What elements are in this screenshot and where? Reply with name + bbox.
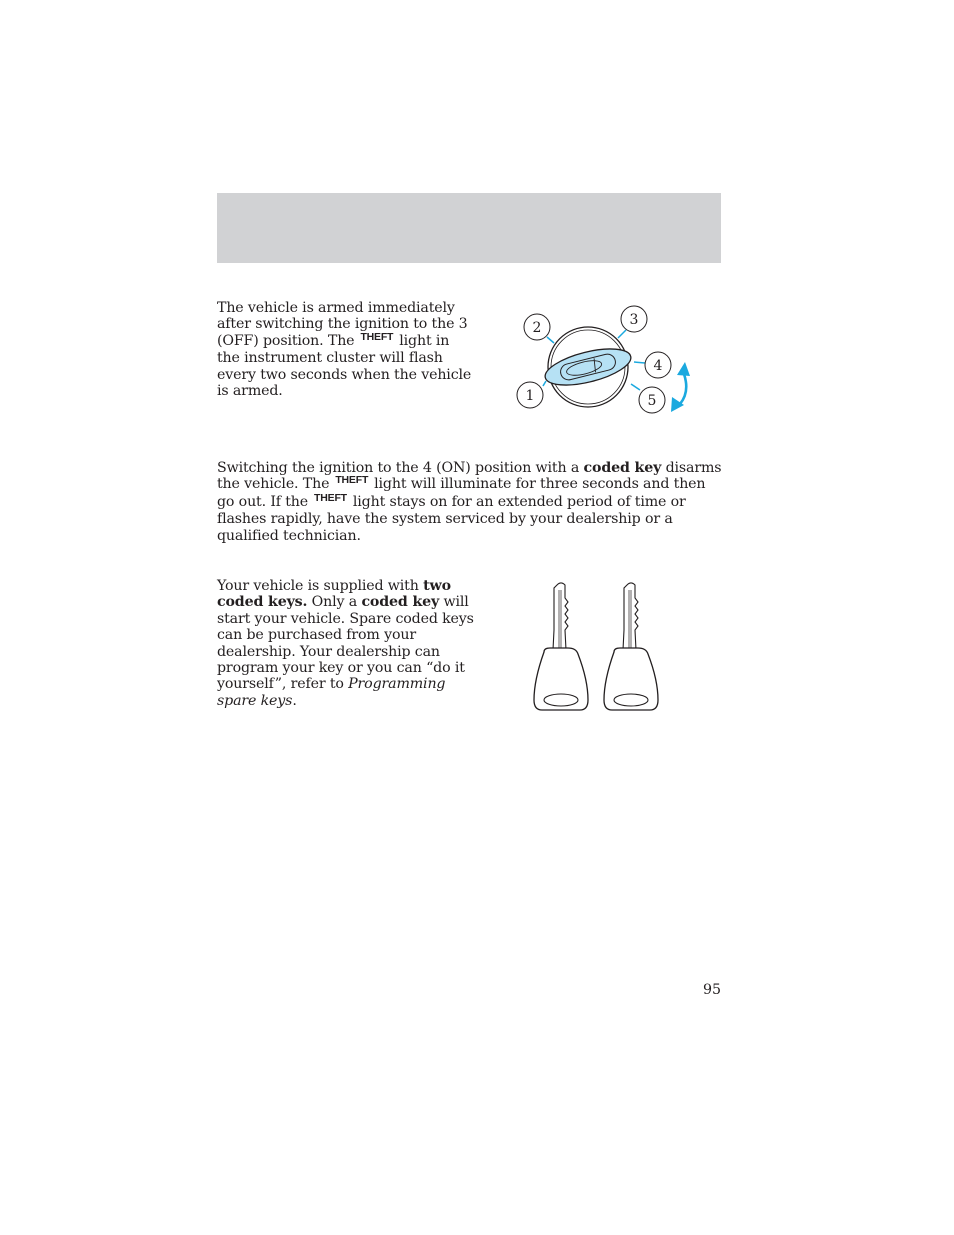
svg-text:3: 3	[629, 312, 639, 328]
svg-text:4: 4	[653, 358, 663, 374]
text-line: yourself”, refer to Programming	[217, 676, 446, 693]
rotation-arrow-icon	[680, 374, 686, 404]
armed-paragraph	[217, 300, 477, 399]
theft-indicator-label: THEFT	[360, 330, 394, 343]
text-line: Your vehicle is supplied with two	[217, 578, 451, 594]
text-line: Switching the ignition to the 4 (ON) position with a coded key disarms	[217, 460, 722, 476]
callout-1	[517, 382, 543, 408]
key-icon	[534, 583, 588, 710]
callout-3	[621, 306, 647, 332]
ignition-switch-diagram	[514, 302, 694, 417]
text-line: after switching the ignition to the 3	[217, 316, 468, 333]
text-line: qualified technician.	[217, 527, 361, 544]
text-line: go out. If the $^{THEFT}$ light stays on for an extended period of time or	[217, 491, 686, 510]
section-header-band	[217, 193, 721, 263]
theft-indicator-label: THEFT	[314, 491, 347, 504]
disarm-paragraph	[217, 460, 727, 544]
key-icon	[604, 583, 658, 710]
leader-line	[618, 330, 626, 338]
text-line: is armed.	[217, 383, 283, 400]
leader-line	[634, 362, 645, 363]
text-line: the vehicle. The $^{THEFT}$ light will illuminate for three seconds and then	[217, 474, 706, 493]
coded-keys-illustration	[530, 580, 670, 715]
text-line: The vehicle is armed immediately	[217, 300, 455, 316]
text-line: every two seconds when the vehicle	[217, 366, 472, 383]
coded-keys-paragraph	[217, 578, 479, 709]
callout-2	[524, 314, 550, 340]
text-line: flashes rapidly, have the system serviced by your dealership or a	[217, 511, 673, 528]
theft-indicator-label: THEFT	[335, 474, 369, 487]
text-line: dealership. Your dealership can	[217, 643, 440, 660]
callout-5	[639, 387, 665, 413]
text-line: (OFF) position. The $^{THEFT}$ light in	[217, 330, 450, 349]
arrow-head-up	[677, 362, 690, 376]
leader-line	[543, 381, 546, 386]
svg-text:5: 5	[647, 393, 657, 409]
callout-4	[645, 352, 671, 378]
svg-text:1: 1	[525, 388, 535, 404]
text-line: can be purchased from your	[217, 627, 416, 644]
text-line: start your vehicle. Spare coded keys	[217, 610, 474, 627]
text-line: program your key or you can “do it	[217, 660, 465, 677]
page-number: 95	[702, 982, 721, 998]
text-line: the instrument cluster will flash	[217, 350, 443, 367]
leader-line	[631, 384, 640, 390]
text-line: coded keys. Only a coded key will	[217, 594, 469, 611]
leader-line	[547, 337, 554, 343]
svg-text:2: 2	[532, 320, 542, 336]
text-line: spare keys.	[217, 692, 297, 709]
